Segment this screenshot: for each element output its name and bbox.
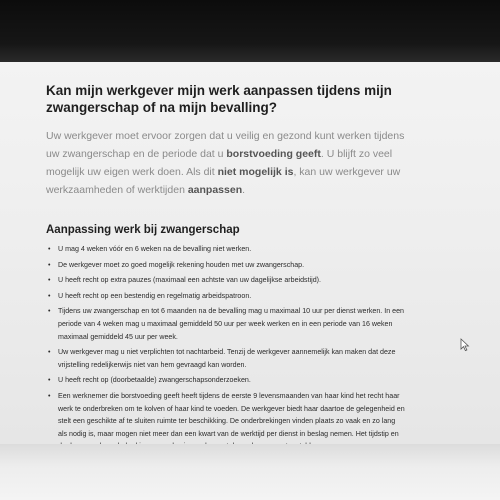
article bbox=[46, 82, 406, 456]
list-item: • U heeft recht op (doorbetaalde) zwangerschapsonderzoeken. bbox=[58, 374, 406, 387]
list-item: • Uw werkgever mag u niet verplichten tot nachtarbeid. Tenzij de werkgever aannemelijk kan maken dat deze vrijstelling redelijkerwijs niet van hem gevraagd kan worden. bbox=[58, 346, 406, 371]
intro-text-3: , kan uw werkgever uw werkzaamheden of werktijden bbox=[46, 166, 401, 196]
section-heading: Aanpassing werk bij zwangerschap bbox=[46, 224, 240, 236]
intro-text-2: . U blijft zo veel mogelijk uw eigen werk doen. Als dit bbox=[46, 148, 393, 178]
bullet-list bbox=[46, 243, 406, 453]
list-item: • Een werknemer die borstvoeding geeft heeft tijdens de eerste 9 levensmaanden van haar kind het recht haar werk te onderbreken om te kolven of haar kind te voeden. De werkgever biedt haar daartoe de gelegenheid en stelt een geschikte af te sluiten ruimte ter beschikking. De onderbrekingen vinden plaats zo vaak en zo lang als nodig is, maar mogen niet meer dan een kwart van de werktijd per dienst in beslag nemen. Het tijdstip en bbox=[58, 390, 406, 453]
list-item: • U heeft recht op een bestendig en regelmatig arbeidspatroon. bbox=[58, 290, 406, 303]
monitor-screen bbox=[0, 62, 500, 444]
list-item: • U mag 4 weken vóór en 6 weken na de bevalling niet werken. bbox=[58, 243, 406, 256]
mouse-cursor-icon bbox=[460, 338, 470, 352]
list-item: • Tijdens uw zwangerschap en tot 6 maanden na de bevalling mag u maximaal 10 uur per dienst werken. In een periode van 4 weken mag u maximaal gemiddeld 50 uur per week werken en in een periode van 16 weken maximaal gemiddeld 45 uur per week. bbox=[58, 305, 406, 343]
intro-bold-aanpassen: aanpassen bbox=[187, 184, 243, 196]
intro-bold-borstvoeding: borstvoeding geeft bbox=[226, 148, 321, 160]
intro-paragraph bbox=[46, 127, 406, 199]
monitor-bottom-bezel bbox=[0, 444, 500, 500]
monitor-top-bezel bbox=[0, 0, 500, 62]
intro-text-4: . bbox=[242, 184, 246, 196]
intro-bold-niet-mogelijk: niet mogelijk is bbox=[217, 166, 294, 178]
list-item: • De werkgever moet zo goed mogelijk rekening houden met uw zwangerschap. bbox=[58, 259, 406, 272]
article-title: Kan mijn werkgever mijn werk aanpassen tijdens mijn zwangerschap of na mijn bevalling? bbox=[46, 83, 392, 115]
list-item: • U heeft recht op extra pauzes (maximaal een achtste van uw dagelijkse arbeidstijd). bbox=[58, 274, 406, 287]
intro-text-1: Uw werkgever moet ervoor zorgen dat u veilig en gezond kunt werken tijdens uw zwangerschap en de periode dat u bbox=[46, 130, 405, 160]
